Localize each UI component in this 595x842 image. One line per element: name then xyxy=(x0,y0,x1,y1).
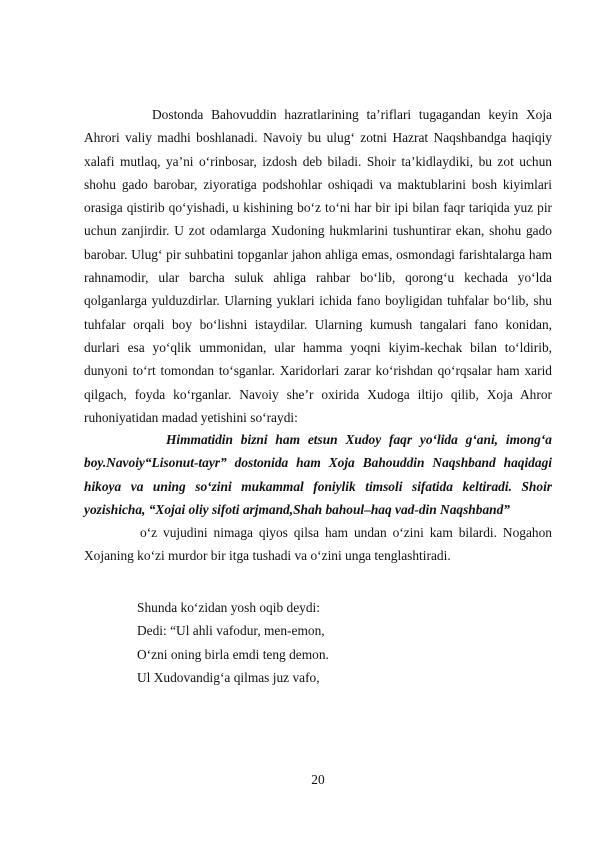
poem-line: O‘zni oning birla emdi teng demon. xyxy=(137,646,329,662)
poem-line: Shunda ko‘zidan yosh oqib deydi: xyxy=(137,600,320,615)
paragraph-naqshband-story: o‘z vujudini nimaga qiyos qilsa ham undan o‘zini kam bilardi. Nogahon Xojaning ko‘zi murdor bir itga tushadi va o‘zini unga tenglashtiradi. xyxy=(84,525,552,564)
poem-line: Dedi: “Ul ahli vafodur, men-emon, xyxy=(137,623,325,639)
page-number: 20 xyxy=(311,772,325,787)
poem-line: Ul Xudovandig‘a qilmas juz vafo, xyxy=(137,669,320,685)
paragraph-emphasized-quote: Himmatidin bizni ham etsun Xudoy faqr yo‘lida g‘ani, imong‘a boy.Navoiy“Lisonut-tayr” dostonida ham Xoja Bahouddin Naqshband haqidagi hikoya va uning so‘zini mukammal foniylik timsoli sifatida keltiradi. Shoir yozishicha, “Xojai oliy sifoti arjmand,Shah bahoul–haq vad-din Naqshband” xyxy=(84,432,552,517)
paragraph-doston-intro: Dostonda Bahovuddin hazratlarining ta’riflari tugagandan keyin Xoja Ahrori valiy madhi boshlanadi. Navoiy bu ulug‘ zotni Hazrat Naqshbandga haqiqiy xalafi mutlaq, ya’ni o‘rinbosar, izdosh deb biladi. Shoir ta’kidlaydiki, bu zot uchun shohu gado barobar, ziyoratiga podshohlar oshiqadi va maktublarini bosh kiyimlari orasiga qistirib qo‘yishadi, u kishining bo‘z to‘ni har bir ipi bilan faqr tariqida yuz pir uchun zanjirdir. U zot odamlarga Xudoning hukmlarini tushuntirar ekan, shohu gado barobar. Ulug‘ pir suhbatini topganlar jahon ahliga emas, osmondagi farishtalarga ham rahnamodir, ular barcha suluk ahliga rahbar bo‘lib, qorong‘u kechada yo‘lda qolganlarga yulduzdirlar. Ularning yuklari ichida fano boyligidan tuhfalar bo‘lib, shu tuhfalar orqali boy bo‘lishni istaydilar. Ularning kumush tangalari fano konidan, durlari esa yo‘qlik ummonidan, ular hamma yoqni kiyim-kechak bilan to‘ldirib, dunyoni to‘rt tomondan to‘sganlar. Xaridorlari zarar ko‘rishdan qo‘rqsalar ham xarid qilgach, foyda ko‘rganlar. Navoiy she’r oxirida Xudoga iltijo qilib, Xoja Ahror ruhoniyatidan madad yetishini so‘raydi: xyxy=(84,107,552,425)
poem-stanza xyxy=(137,596,329,689)
